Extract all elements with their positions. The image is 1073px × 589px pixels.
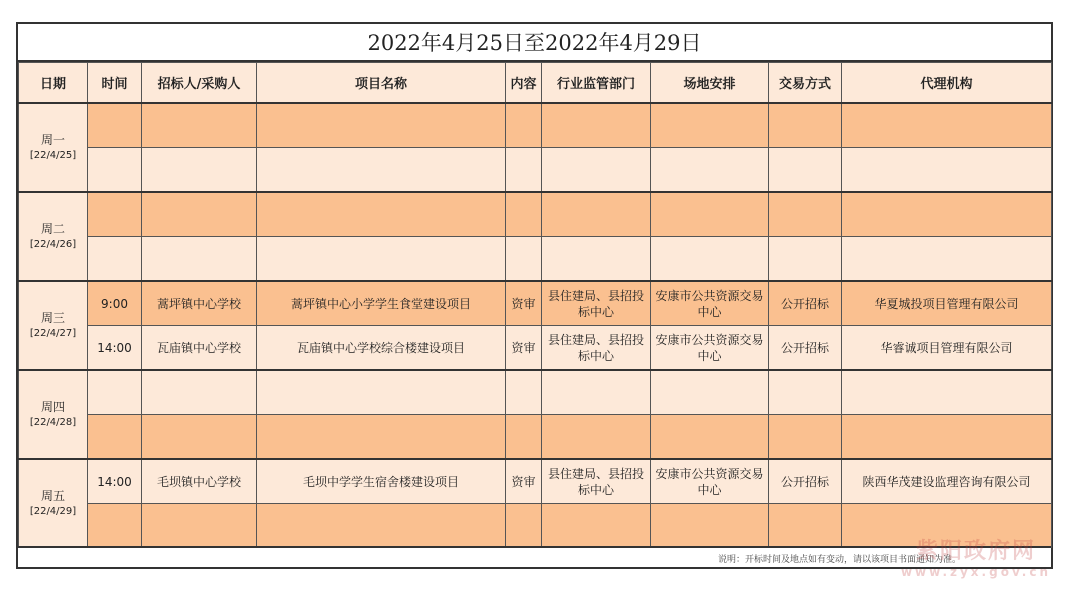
header-time: 时间 — [88, 63, 142, 104]
footer — [18, 546, 1051, 567]
day-cell-wednesday — [19, 281, 88, 370]
entry-dept: 县住建局、县招投标中心 — [542, 459, 651, 504]
table-row — [19, 237, 1052, 282]
day-name: 周五 — [40, 488, 65, 503]
table-row — [19, 459, 1052, 504]
entry-venue: 安康市公共资源交易中心 — [651, 459, 769, 504]
table-row — [19, 192, 1052, 237]
entry-project: 毛坝中学学生宿舍楼建设项目 — [257, 459, 506, 504]
header-dept: 行业监管部门 — [542, 63, 651, 104]
entry-dept: 县住建局、县招投标中心 — [542, 326, 651, 371]
entry-dept: 县住建局、县招投标中心 — [542, 281, 651, 326]
table-row — [19, 103, 1052, 148]
entry-content: 资审 — [506, 281, 542, 326]
header-content: 内容 — [506, 63, 542, 104]
schedule-frame — [16, 22, 1053, 569]
header-project: 项目名称 — [257, 63, 506, 104]
page-title: 2022年4月25日至2022年4月29日 — [18, 24, 1051, 62]
entry-project: 瓦庙镇中心学校综合楼建设项目 — [257, 326, 506, 371]
entry-mode: 公开招标 — [769, 459, 842, 504]
day-cell-monday — [19, 103, 88, 192]
day-name: 周三 — [40, 310, 65, 325]
day-cell-friday — [19, 459, 88, 548]
table-row — [19, 504, 1052, 548]
entry-mode: 公开招标 — [769, 326, 842, 371]
day-date: [22/4/29] — [29, 505, 77, 517]
entry-venue: 安康市公共资源交易中心 — [651, 281, 769, 326]
entry-time: 14:00 — [88, 459, 142, 504]
day-name: 周一 — [40, 132, 65, 147]
day-name: 周二 — [40, 221, 65, 236]
day-date: [22/4/25] — [29, 149, 77, 161]
entry-content: 资审 — [506, 326, 542, 371]
day-cell-thursday — [19, 370, 88, 459]
day-date: [22/4/27] — [29, 327, 77, 339]
day-date: [22/4/26] — [29, 238, 77, 250]
table-row — [19, 281, 1052, 326]
entry-agency: 华睿诚项目管理有限公司 — [842, 326, 1052, 371]
schedule-table — [18, 62, 1052, 548]
entry-venue: 安康市公共资源交易中心 — [651, 326, 769, 371]
entry-agency: 陕西华茂建设监理咨询有限公司 — [842, 459, 1052, 504]
watermark-url: www.zyx.gov.cn — [900, 565, 1051, 579]
entry-mode: 公开招标 — [769, 281, 842, 326]
table-row — [19, 415, 1052, 460]
day-name: 周四 — [40, 399, 65, 414]
entry-buyer: 蒿坪镇中心学校 — [142, 281, 257, 326]
table-row — [19, 370, 1052, 415]
header-row — [19, 63, 1052, 104]
watermark — [901, 534, 1051, 579]
day-cell-tuesday — [19, 192, 88, 281]
entry-time: 9:00 — [88, 281, 142, 326]
table-row — [19, 326, 1052, 371]
entry-buyer: 瓦庙镇中心学校 — [142, 326, 257, 371]
header-date: 日期 — [19, 63, 88, 104]
entry-time: 14:00 — [88, 326, 142, 371]
header-buyer: 招标人/采购人 — [142, 63, 257, 104]
table-row — [19, 148, 1052, 193]
entry-agency: 华夏城投项目管理有限公司 — [842, 281, 1052, 326]
entry-content: 资审 — [506, 459, 542, 504]
entry-project: 蒿坪镇中心小学学生食堂建设项目 — [257, 281, 506, 326]
watermark-title: 紫阳政府网 — [915, 539, 1036, 564]
entry-buyer: 毛坝镇中心学校 — [142, 459, 257, 504]
day-date: [22/4/28] — [29, 416, 77, 428]
header-agency: 代理机构 — [842, 63, 1052, 104]
header-mode: 交易方式 — [769, 63, 842, 104]
header-venue: 场地安排 — [651, 63, 769, 104]
footer-note: 说明：开标时间及地点如有变动，请以该项目书面通知为准。 — [717, 555, 961, 565]
